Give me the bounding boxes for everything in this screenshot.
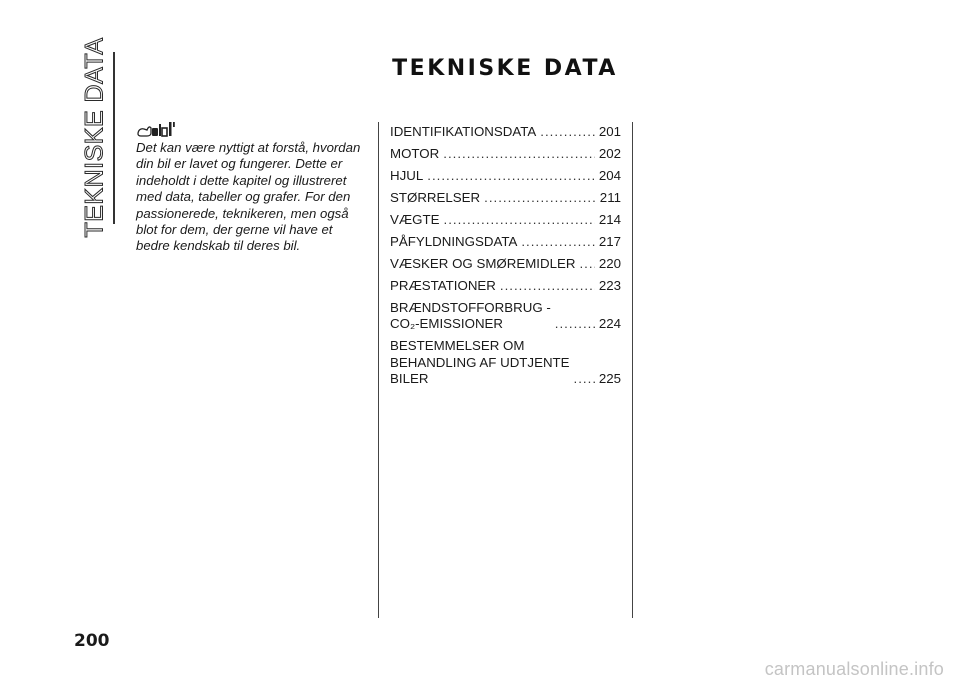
toc-entry[interactable]	[390, 190, 621, 206]
watermark: carmanualsonline.info	[764, 659, 944, 679]
toc-entry-label: PRÆSTATIONER	[390, 278, 496, 293]
toc-entry-page: 201	[598, 124, 621, 139]
toc-leader-dots	[574, 371, 595, 387]
toc-leader-dots	[521, 234, 594, 250]
toc-entry[interactable]	[390, 300, 621, 333]
toc-leader-dots	[579, 256, 594, 272]
intro-paragraph: Det kan være nyttigt at forstå, hvordan din bil er lavet og fungerer. Dette er indeholdt i dette kapitel og illustreret med data, tabeller og grafer. For den passionerede, teknikeren, men også blot for dem, der gerne vil have et bedre kendskab til deres bil.	[136, 140, 361, 254]
toc-entry-label: BESTEMMELSER OM BEHANDLING AF UDTJENTE BILER	[390, 338, 570, 387]
side-chapter-tab	[78, 37, 112, 238]
column-divider-right	[632, 122, 633, 618]
toc-entry-page: 214	[598, 212, 621, 227]
toc-entry[interactable]	[390, 256, 621, 272]
car-hand-icon	[136, 120, 176, 138]
toc-entry-label: STØRRELSER	[390, 190, 481, 205]
toc-entry[interactable]	[390, 234, 621, 250]
toc-entry-page: 202	[598, 146, 621, 161]
toc-entry-label: IDENTIFIKATIONSDATA	[390, 124, 537, 139]
toc-entry-page: 204	[598, 168, 621, 183]
toc-leader-dots	[555, 316, 595, 332]
toc-entry[interactable]	[390, 146, 621, 162]
toc-entry[interactable]	[390, 212, 621, 228]
toc-entry-page: 220	[598, 256, 621, 271]
toc-entry[interactable]	[390, 338, 621, 387]
toc-entry[interactable]	[390, 278, 621, 294]
toc-leader-dots	[500, 278, 595, 294]
toc-entry-page: 223	[598, 278, 621, 293]
toc-entry[interactable]	[390, 124, 621, 140]
toc-leader-dots	[484, 190, 595, 206]
toc-entry-label: PÅFYLDNINGSDATA	[390, 234, 518, 249]
toc-leader-dots	[540, 124, 595, 140]
page-title: TEKNISKE DATA	[392, 56, 618, 81]
toc-entry-page: 211	[599, 190, 621, 205]
toc-leader-dots	[443, 146, 595, 162]
side-chapter-label: TEKNISKE DATA	[80, 37, 109, 238]
toc-entry-page: 224	[598, 316, 621, 332]
toc-entry-page: 217	[598, 234, 621, 249]
toc-entry-label: VÆGTE	[390, 212, 440, 227]
page-number: 200	[74, 631, 110, 651]
side-tab-divider	[113, 52, 115, 224]
table-of-contents	[390, 124, 621, 393]
toc-entry-label: BRÆNDSTOFFORBRUG - CO₂-EMISSIONER	[390, 300, 551, 332]
toc-leader-dots	[444, 212, 595, 228]
toc-entry-label: MOTOR	[390, 146, 440, 161]
toc-entry-page: 225	[598, 371, 621, 387]
toc-leader-dots	[427, 168, 595, 184]
toc-entry[interactable]	[390, 168, 621, 184]
toc-entry-label: HJUL	[390, 168, 424, 183]
column-divider-left	[378, 122, 379, 618]
toc-entry-label: VÆSKER OG SMØREMIDLER	[390, 256, 576, 271]
